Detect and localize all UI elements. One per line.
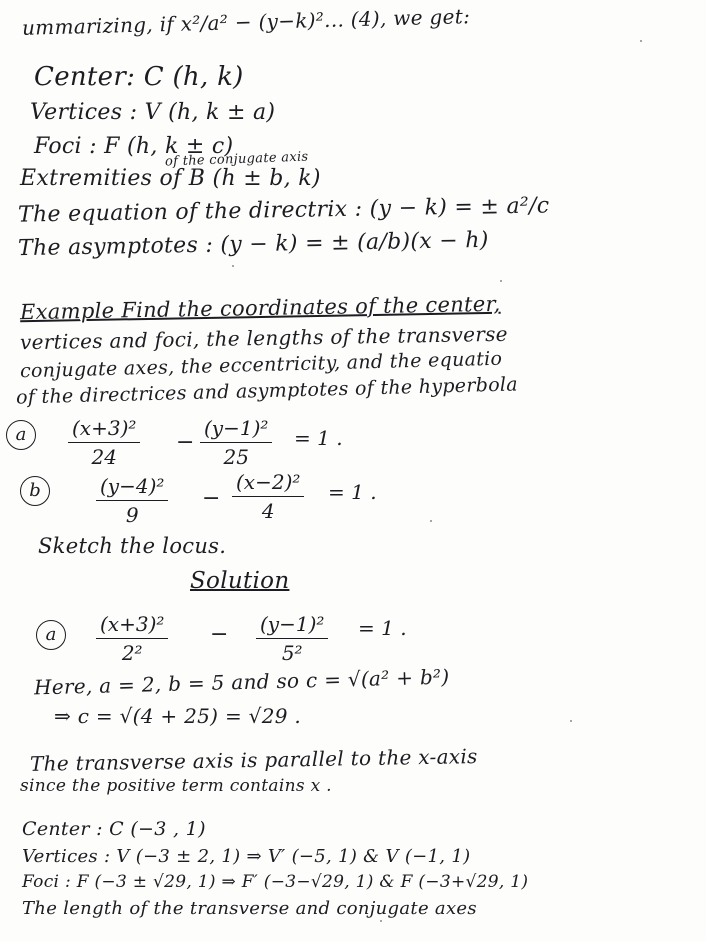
axes-length-line: The length of the transverse and conjugate axes: [22, 898, 477, 919]
center-formula: Center: C (h, k): [34, 62, 244, 92]
solution-a-label: a: [36, 620, 66, 650]
foci-formula: Foci : F (h, k ± c): [34, 134, 234, 159]
part-a-label: a: [6, 420, 36, 450]
positive-term-note: since the positive term contains x .: [20, 776, 332, 796]
paper-speck: [570, 720, 572, 722]
paper-speck: [430, 520, 432, 522]
eq-a-rhs: = 1 .: [294, 426, 343, 450]
eq-a-minus: −: [176, 430, 195, 455]
example-text-4: of the directrices and asymptotes of the hyperbola: [15, 373, 519, 409]
paper-speck: [232, 265, 234, 267]
transverse-axis-note: The transverse axis is parallel to the x-axis: [29, 744, 478, 776]
eq-a-term-2: $\frac{\text{(y−1)²}}{25}$: [200, 416, 272, 469]
c-value: ⇒ c = √(4 + 25) = √29 .: [54, 704, 302, 728]
paper-speck: [640, 40, 642, 42]
extremities-formula: Extremities of B (h ± b, k): [20, 166, 321, 191]
example-heading: Example Find the coordinates of the center,: [19, 291, 501, 325]
part-b-label: b: [20, 476, 50, 506]
asymptotes-equation: The asymptotes : (y − k) = ± (a/b)(x − h): [17, 227, 489, 262]
eq-b-rhs: = 1 .: [328, 480, 377, 504]
eq-s-term-2: $\frac{\text{(y−1)²}}{\text{5²}}$: [256, 612, 328, 665]
vertices-formula: Vertices : V (h, k ± a): [30, 100, 276, 125]
eq-b-minus: −: [202, 486, 221, 511]
example-text-2: vertices and foci, the lengths of the transverse: [19, 321, 509, 355]
summary-line: ummarizing, if x²/a² − (y−k)²... (4), we get:: [21, 4, 471, 40]
eq-s-rhs: = 1 .: [358, 616, 407, 640]
sketch-instruction: Sketch the locus.: [38, 534, 227, 558]
solution-center: Center : C (−3 , 1): [22, 818, 206, 840]
solution-heading: Solution: [190, 568, 290, 594]
here-values: Here, a = 2, b = 5 and so c = √(a² + b²): [33, 664, 450, 700]
eq-s-minus: −: [210, 622, 229, 647]
eq-b-term-1: $\frac{\text{(y−4)²}}{9}$: [96, 474, 168, 527]
solution-vertices: Vertices : V (−3 ± 2, 1) ⇒ V′ (−5, 1) & V (−1, 1): [22, 846, 471, 867]
solution-foci: Foci : F (−3 ± √29, 1) ⇒ F′ (−3−√29, 1) & F (−3+√29, 1): [22, 872, 529, 892]
directrix-equation: The equation of the directrix : (y − k) = ± a²/c: [17, 193, 550, 228]
paper-speck: [500, 280, 502, 282]
eq-a-term-1: $\frac{\text{(x+3)²}}{24}$: [68, 416, 140, 469]
eq-s-term-1: $\frac{\text{(x+3)²}}{\text{2²}}$: [96, 612, 168, 665]
example-text-3: conjugate axes, the eccentricity, and the equatio: [19, 347, 503, 383]
paper-speck: [380, 920, 382, 922]
eq-b-term-2: $\frac{\text{(x−2)²}}{4}$: [232, 470, 304, 523]
conjugate-axis-note: of the conjugate axis: [164, 149, 309, 170]
